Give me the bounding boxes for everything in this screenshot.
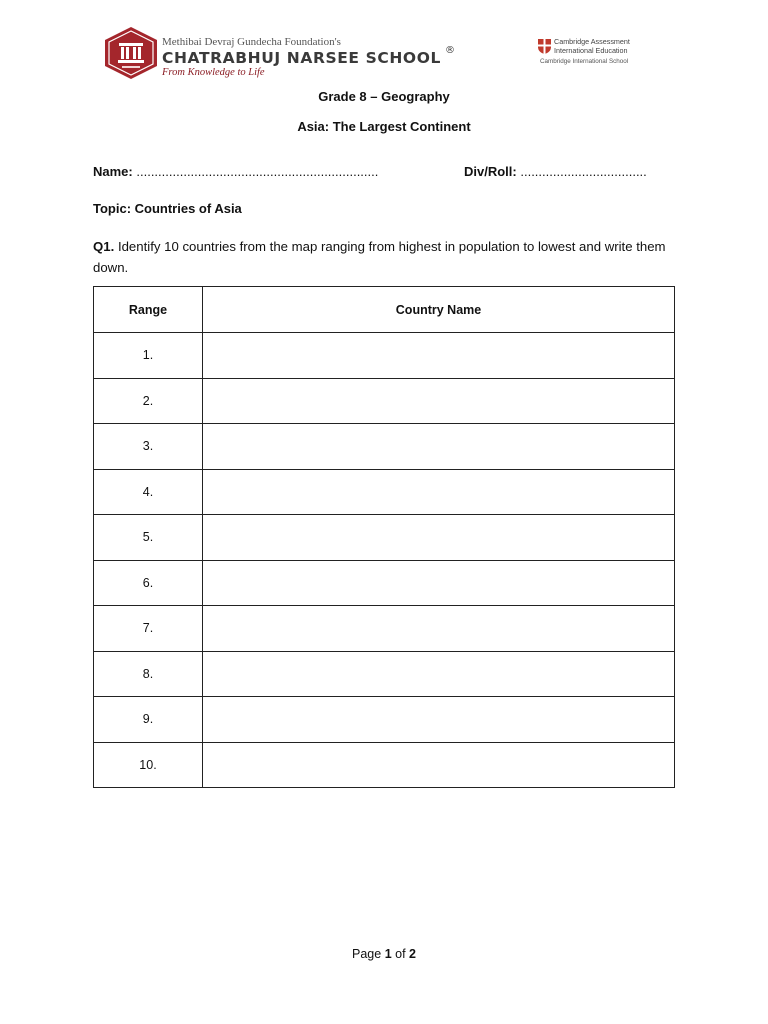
cambridge-text [554,38,630,55]
country-name-cell[interactable] [203,424,675,470]
country-name-cell[interactable] [203,651,675,697]
country-column-header: Country Name [203,287,675,333]
chapter-heading: Asia: The Largest Continent [297,119,471,134]
country-name-cell[interactable] [203,333,675,379]
grade-subject-heading: Grade 8 – Geography [318,89,450,104]
answer-table [93,286,675,788]
div-roll-group [464,164,647,179]
name-label: Name: [93,164,133,179]
range-cell: 7. [94,606,203,652]
country-name-cell[interactable] [203,515,675,561]
country-name-cell[interactable] [203,560,675,606]
of-word: of [395,947,406,961]
question-text: Identify 10 countries from the map ranging from highest in population to lowest and write them down. [93,239,666,275]
country-name-cell[interactable] [203,378,675,424]
country-name-cell[interactable] [203,469,675,515]
table-row [94,742,675,788]
table-row [94,469,675,515]
range-cell: 3. [94,424,203,470]
table-row [94,560,675,606]
school-name [162,45,462,67]
page-footer [0,947,768,961]
question-number: Q1. [93,239,115,254]
school-crest-icon [104,26,158,80]
range-cell: 4. [94,469,203,515]
cambridge-line-2: International Education [554,45,628,55]
cambridge-shield-icon [538,39,551,54]
table-row [94,651,675,697]
range-cell: 10. [94,742,203,788]
question-1 [93,236,683,278]
range-cell: 8. [94,651,203,697]
foundation-name: Methibai Devraj Gundecha Foundation's [162,36,341,48]
school-tagline: From Knowledge to Life [162,67,265,78]
range-cell: 6. [94,560,203,606]
table-row [94,424,675,470]
div-roll-label: Div/Roll: [464,164,517,179]
student-fields [93,164,683,179]
country-name-cell[interactable] [203,606,675,652]
current-page: 1 [384,947,392,961]
school-name-text: CHATRABHUJ NARSEE SCHOOL [162,49,441,67]
range-column-header: Range [94,287,203,333]
country-name-cell[interactable] [203,742,675,788]
table-row [94,333,675,379]
topic-heading: Topic: Countries of Asia [93,201,242,216]
cambridge-subline: Cambridge International School [540,58,629,65]
total-pages: 2 [409,947,416,961]
range-cell: 1. [94,333,203,379]
table-row [94,697,675,743]
school-name-block [162,36,462,79]
table-header-row [94,287,675,333]
table-row [94,606,675,652]
range-cell: 9. [94,697,203,743]
cambridge-line-1: Cambridge Assessment [554,37,630,46]
name-field[interactable]: ................................................................... [136,164,379,179]
registered-mark: ® [444,45,456,56]
range-cell: 5. [94,515,203,561]
table-row [94,515,675,561]
table-row [94,378,675,424]
country-name-cell[interactable] [203,697,675,743]
page-word: Page [352,947,382,961]
range-cell: 2. [94,378,203,424]
div-roll-field[interactable]: ................................... [520,164,647,179]
